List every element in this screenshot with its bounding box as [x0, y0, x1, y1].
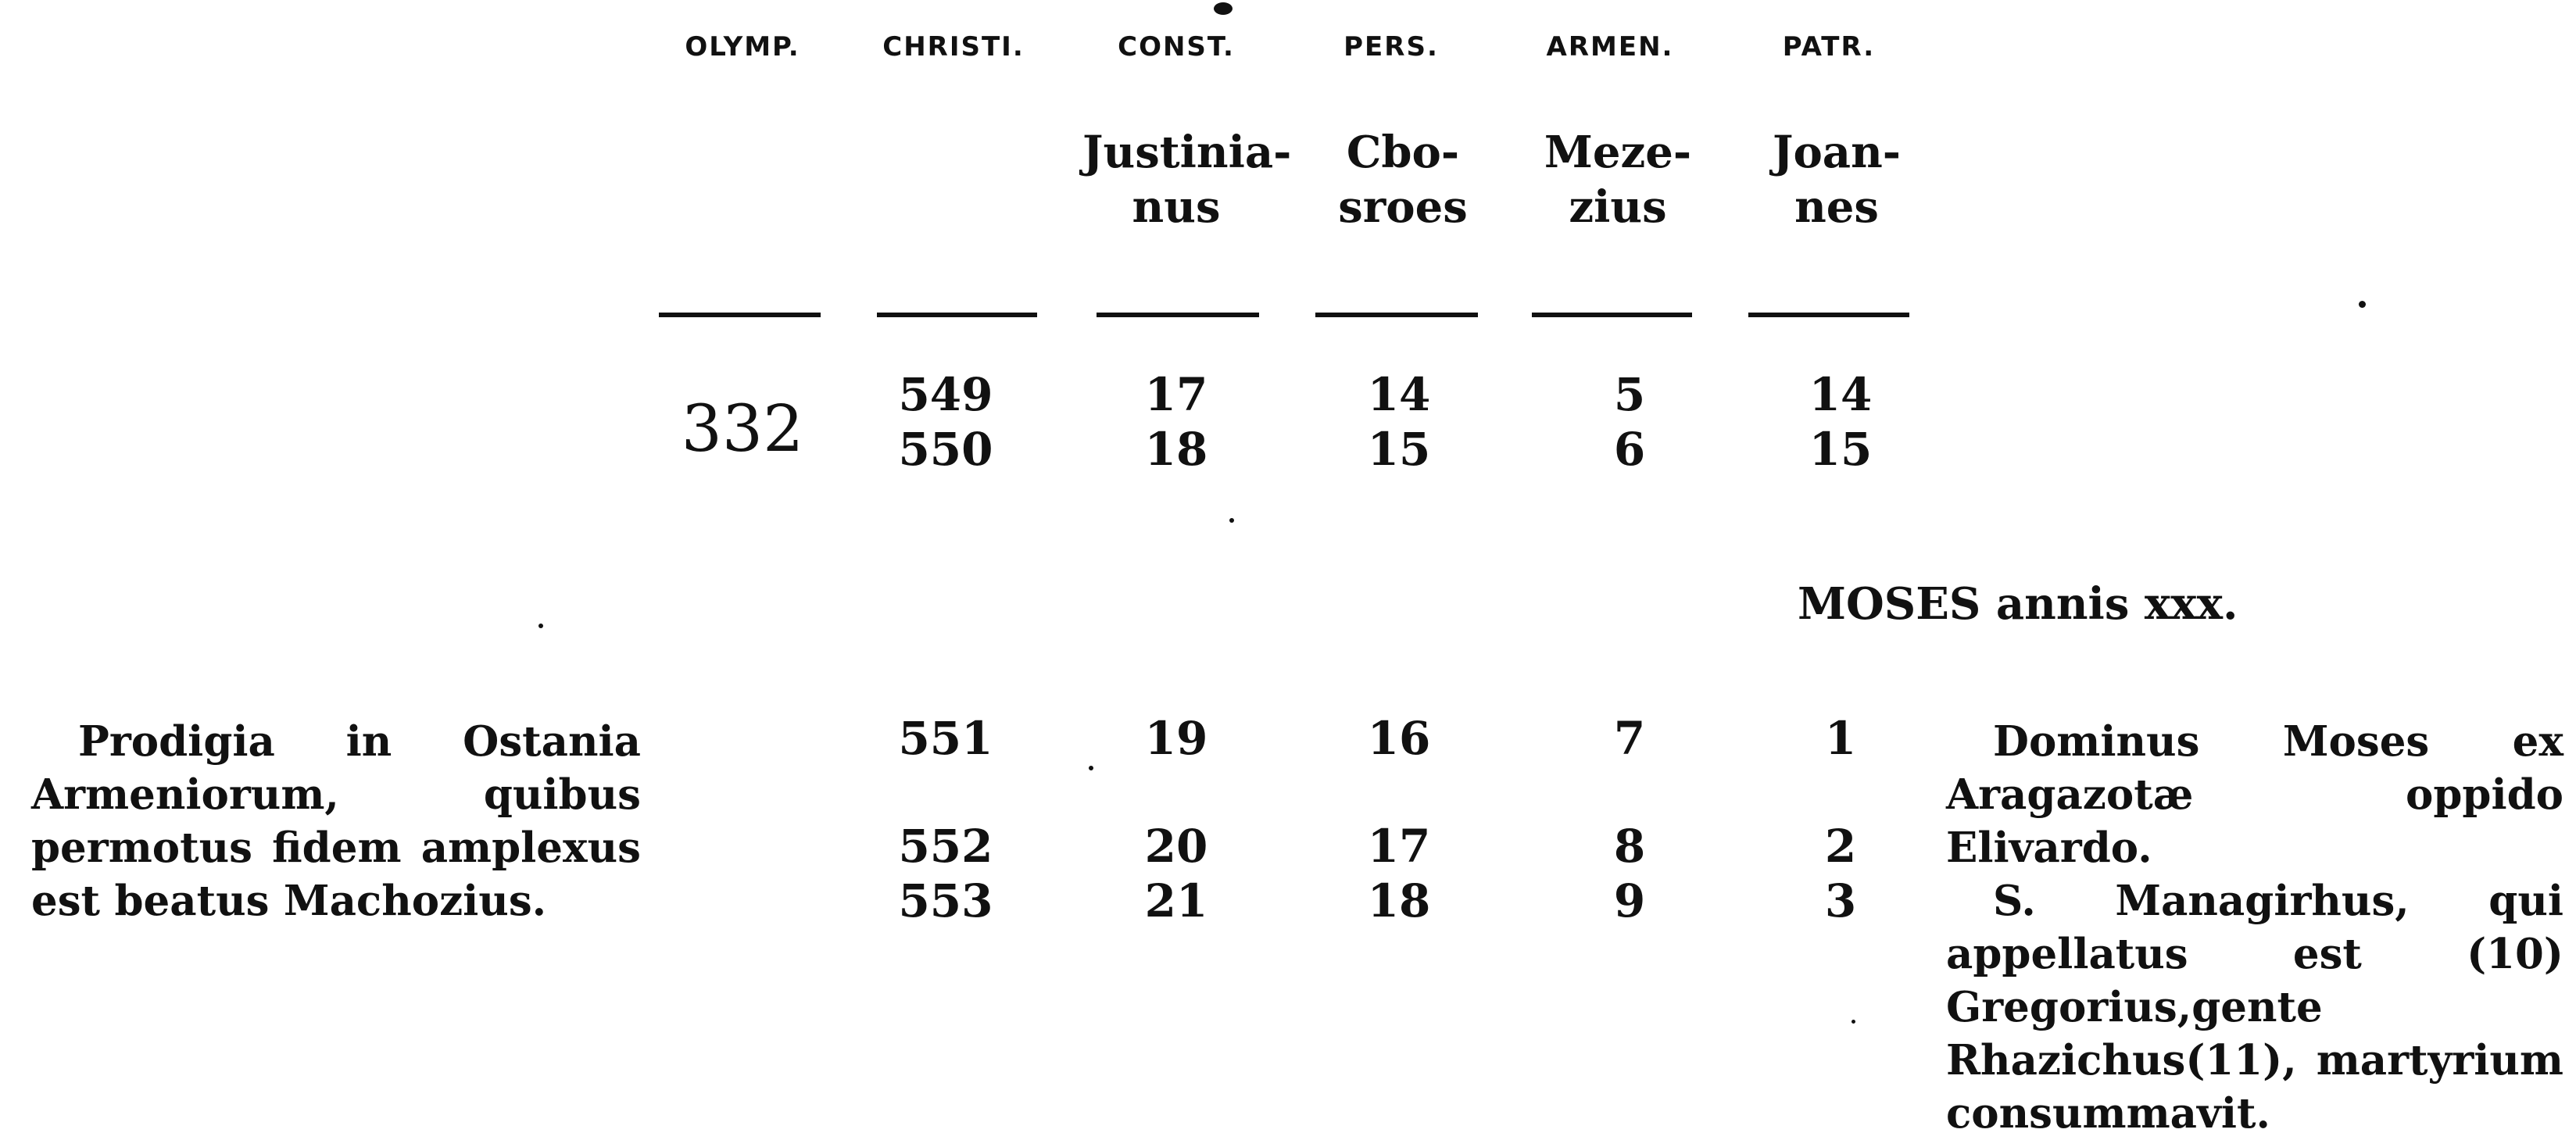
note-right [1946, 715, 2563, 1140]
ruler-patr-line1: Joan- [1772, 127, 1902, 178]
ink-speck [538, 624, 543, 628]
cell-pers: 15 [1367, 423, 1431, 476]
ink-speck [1229, 518, 1234, 523]
cell-christi: 550 [898, 423, 993, 476]
cell-patr: 3 [1824, 874, 1857, 927]
cell-christi: 551 [898, 712, 993, 765]
ruler-const-line2: nus [1132, 181, 1221, 233]
cell-christi: 549 [898, 368, 993, 421]
cell-patr: 14 [1809, 368, 1873, 421]
ruler-pers-line1: Cbo- [1346, 127, 1460, 178]
header-armen: ARMEN. [1546, 31, 1674, 63]
rule-pers [1315, 313, 1478, 317]
cell-patr: 15 [1809, 423, 1873, 476]
patriarch-heading: MOSES annis xxx. [1798, 578, 2238, 630]
ruler-patr-line2: nes [1794, 181, 1879, 233]
cell-patr: 1 [1824, 712, 1857, 765]
cell-pers: 17 [1367, 820, 1431, 873]
ruler-armen-line1: Meze- [1544, 127, 1692, 178]
cell-armen: 7 [1613, 712, 1646, 765]
cell-christi: 553 [898, 874, 993, 927]
cell-const: 18 [1144, 423, 1208, 476]
ruler-armen [1524, 125, 1712, 234]
header-christi: CHRISTI. [882, 31, 1025, 63]
rule-christi [877, 313, 1037, 317]
cell-const: 21 [1144, 874, 1208, 927]
ruler-pers [1309, 125, 1497, 234]
ruler-const [1082, 125, 1292, 234]
ruler-const-line1: Justinia- [1082, 127, 1292, 178]
cell-pers: 18 [1367, 874, 1431, 927]
cell-pers: 16 [1367, 712, 1431, 765]
ink-speck [2359, 301, 2366, 308]
rule-const [1097, 313, 1259, 317]
note-left [31, 715, 641, 927]
ink-speck [1089, 766, 1093, 770]
cell-armen: 5 [1613, 368, 1646, 421]
cell-const: 20 [1144, 820, 1208, 873]
ink-speck [1214, 2, 1233, 15]
rule-olymp [659, 313, 821, 317]
olympiad-number: 332 [681, 392, 804, 466]
header-olymp: OLYMP. [685, 31, 800, 63]
note-left-paragraph: Prodigia in Ostania Armeniorum, quibus permotus fidem amplexus est beatus Machozius. [31, 717, 641, 925]
cell-const: 19 [1144, 712, 1208, 765]
header-pers: PERS. [1343, 31, 1439, 63]
cell-pers: 14 [1367, 368, 1431, 421]
rule-armen [1532, 313, 1692, 317]
ink-speck [1852, 1020, 1855, 1024]
cell-patr: 2 [1824, 820, 1857, 873]
cell-armen: 8 [1613, 820, 1646, 873]
note-right-paragraph: S. Managirhus, qui appellatus est (10) Gregorius,gente Rhazichus(11), martyrium consummavit. [1946, 877, 2563, 1138]
header-patr: PATR. [1782, 31, 1876, 63]
cell-armen: 6 [1613, 423, 1646, 476]
cell-armen: 9 [1613, 874, 1646, 927]
note-right-paragraph: Dominus Moses ex Aragazotæ oppido Elivardo. [1946, 717, 2563, 872]
ruler-armen-line2: zius [1569, 181, 1667, 233]
cell-christi: 552 [898, 820, 993, 873]
cell-const: 17 [1144, 368, 1208, 421]
header-const: CONST. [1118, 31, 1235, 63]
ruler-patr [1743, 125, 1930, 234]
ruler-pers-line2: sroes [1338, 181, 1468, 233]
rule-patr [1748, 313, 1909, 317]
